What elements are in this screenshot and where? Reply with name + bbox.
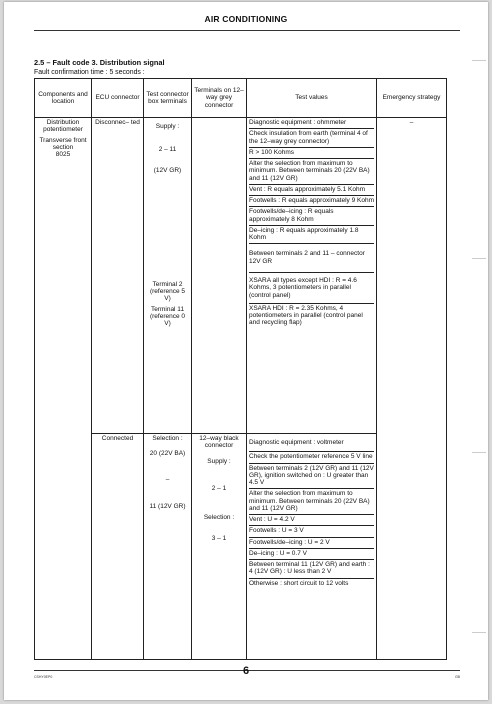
test-value-item: Between terminals 2 (12V GR) and 11 (12V GR), ignition switched on : U greater than 4.5 V [249, 464, 374, 490]
selection-terminals: 3 – 1 [211, 535, 227, 543]
test-box-connected [144, 434, 192, 660]
test-value-item: Check the potentiometer reference 5 V line [249, 452, 374, 463]
test-value-item: Footwells/de–icing : U = 2 V [249, 538, 374, 549]
connector-label: 12–way black connector [199, 435, 239, 450]
margin-mark [472, 632, 486, 633]
margin-mark [472, 258, 486, 259]
supply-label: Supply : [155, 123, 180, 130]
terminal-2-reference: Terminal 2 (reference 5 V) [149, 280, 186, 303]
test-value-item: De–icing : R equals approximately 1.8 Kohm [249, 226, 374, 245]
test-value-item: Between terminal 11 (12V GR) and earth : 4 (12V GR) : U less than 2 V [249, 560, 374, 579]
test-value-item: Alter the selection from maximum to minimum. Between terminals 20 (22V BA) and 11 (12V GR) [249, 489, 374, 515]
test-value-item: De–icing : U = 0.7 V [249, 549, 374, 560]
supply-terminals: 2 – 11 [158, 146, 177, 154]
confirmation-time: Fault confirmation time : 5 seconds : [34, 69, 145, 76]
supply-terminals-connected: 2 – 1 [211, 484, 227, 492]
ecu-state-disconnected: Disconnec– ted [92, 118, 144, 434]
header-emergency: Emergency strategy [377, 79, 447, 118]
terminal-11-reference: Terminal 11 (reference 0 V) [149, 305, 186, 328]
table-header-row [35, 79, 447, 118]
test-value-item: Diagnostic equipment : ohmmeter [249, 118, 374, 129]
selection-label: Selection : [152, 435, 183, 442]
test-value-item: Otherwise : short circuit to 12 volts [249, 579, 349, 587]
test-value-item: Footwells/de–icing : R equals approximately 8 Kohm [249, 207, 374, 226]
terminals-connected [192, 434, 247, 660]
test-value-item: R > 100 Kohms [249, 148, 374, 159]
section-title: 2.5 – Fault code 3. Distribution signal [34, 58, 165, 67]
emergency-strategy: – [377, 118, 447, 660]
selection-terminal: 20 (22V BA) [149, 450, 186, 458]
header-components: Components and location [35, 79, 92, 118]
test-value-item: Between terminals 2 and 11 – connector 12V GR [249, 244, 374, 273]
footer-code: CSHY0EP0 [34, 675, 53, 679]
test-value-item: Footwells : U = 3 V [249, 526, 374, 537]
component-location: Transverse front section [39, 136, 87, 151]
component-name: Distribution potentiometer [43, 119, 83, 134]
test-box-disconnected [144, 118, 192, 434]
margin-mark [472, 60, 486, 61]
supply-wire: (12V GR) [153, 166, 182, 174]
page-header: AIR CONDITIONING [204, 14, 288, 24]
test-value-item: Vent : U = 4.2 V [249, 515, 374, 526]
test-value-item: XSARA HDI : R = 2.35 Kohms, 4 potentiometers in parallel (control panel and recycling flap) [249, 304, 363, 327]
selection-label-connected: Selection : [203, 514, 235, 522]
dash-value: – [165, 475, 170, 483]
header-ecu-connector: ECU connector [92, 79, 144, 118]
ecu-state-connected: Connected [92, 434, 144, 660]
test-value-item: Alter the selection from maximum to minimum. Between terminals 20 (22V BA) and 11 (12V GR) [249, 159, 374, 185]
header-terminals: Terminals on 12–way grey connector [192, 79, 247, 118]
header-test-box: Test connector box terminals [144, 79, 192, 118]
terminals-disconnected [192, 118, 247, 434]
supply-label-connected: Supply : [207, 457, 231, 465]
margin-mark [472, 452, 486, 453]
terminal-11-wire: 11 (12V GR) [149, 502, 186, 510]
table-row-disconnected [35, 118, 447, 434]
test-values-disconnected [247, 118, 377, 434]
fault-table [34, 78, 447, 660]
test-value-item: Footwells : R equals approximately 9 Kohm [249, 196, 374, 207]
header-test-values: Test values [247, 79, 377, 118]
component-code: 8025 [55, 151, 71, 159]
test-value-item: Vent : R equals approximately 5.1 Kohm [249, 185, 374, 196]
test-value-item: XSARA all types except HDI : R = 4.6 Kohms, 3 potentiometers in parallel (control panel) [249, 273, 374, 304]
test-values-connected [247, 434, 377, 660]
footer-language: GB [454, 675, 460, 679]
component-cell [35, 118, 92, 660]
document-page [4, 2, 488, 700]
test-value-item: Check insulation from earth (terminal 4 of the 12–way grey connector) [249, 129, 374, 148]
header-divider [34, 30, 460, 31]
page-number: 6 [242, 665, 250, 677]
test-value-item: Diagnostic equipment : voltmeter [249, 434, 374, 452]
